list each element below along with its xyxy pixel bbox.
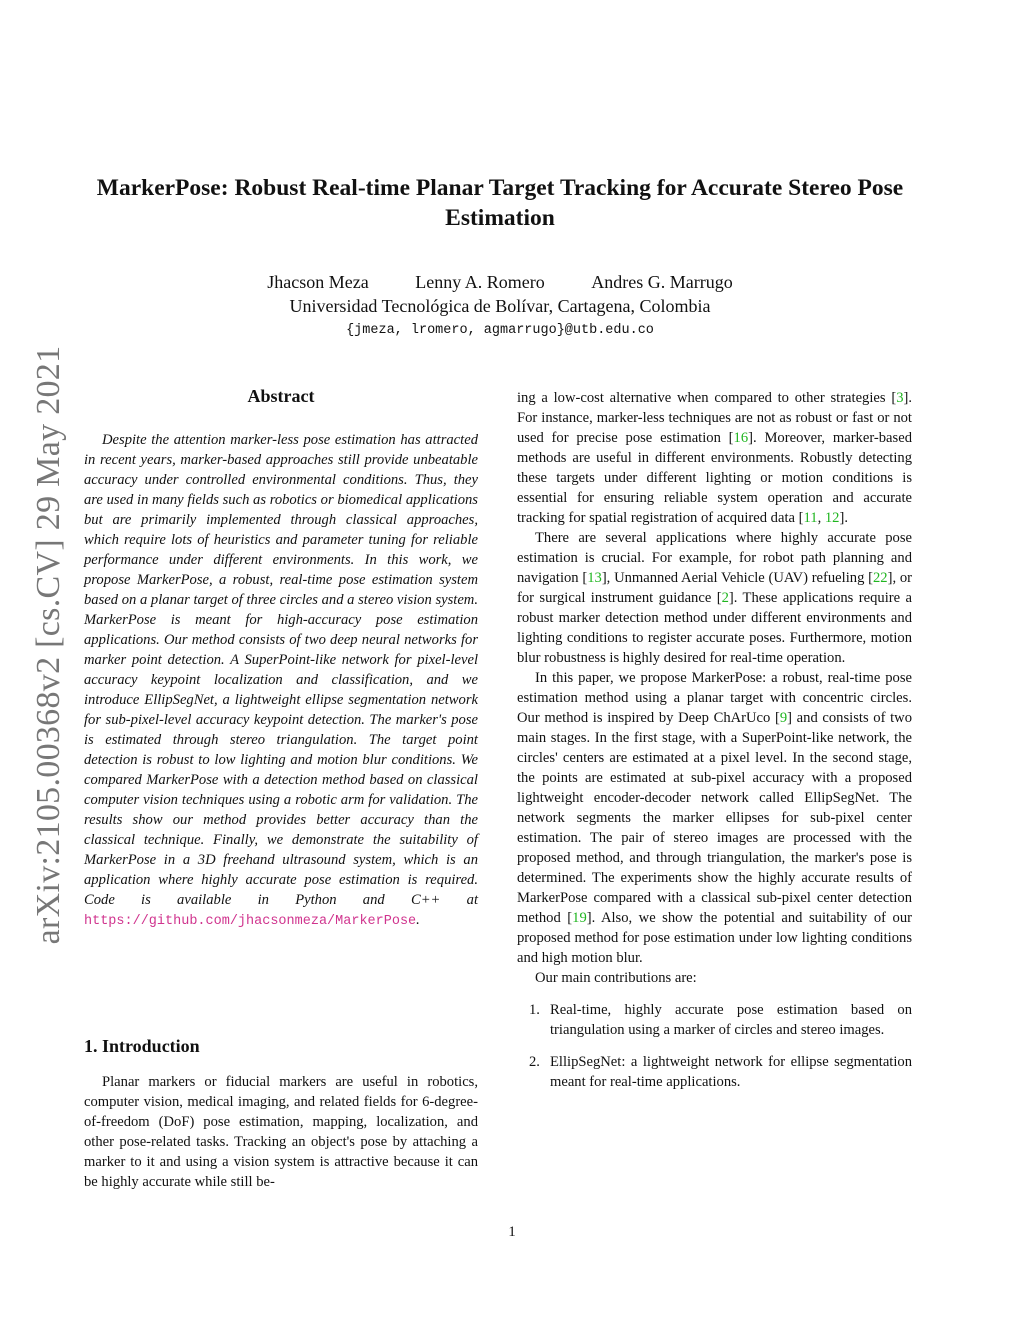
section-heading-introduction: 1. Introduction [84,1036,200,1056]
author-name: Jhacson Meza [267,272,369,292]
code-link[interactable]: https://github.com/jhacsonmeza/MarkerPose [84,914,417,929]
abstract-body [84,430,478,932]
list-item [517,1000,912,1040]
paragraph-text: ]. Moreover, marker-based methods are useful in different environments. Robustly detecting these targets under different lighting or motion conditions is essential for ensuring reliable system operation and accurate tracking for spatial registration of acquired data [ [517,430,912,526]
arxiv-identifier: arXiv:2105.00368v2 [cs.CV] 29 May 2021 [30,345,67,945]
intro-paragraph: Planar markers or fiducial markers are useful in robotics, computer vision, medical imaging, and related fields for 6-degree-of-freedom (DoF) pose estimation, mapping, localization, and other pose-related tasks. Tracking an object's pose by attaching a marker to it and using a vision system is attractive because it can be highly accurate while still be- [84,1074,478,1190]
intro-paragraph-proposal [517,668,912,968]
citation-link[interactable]: 16 [733,430,749,446]
paper-title: MarkerPose: Robust Real-time Planar Target Tracking for Accurate Stereo Pose Estimation [96,175,904,231]
author-email: {jmeza, lromero, agmarrugo}@utb.edu.co [346,323,654,338]
citation-link[interactable]: 9 [779,710,788,726]
paragraph-text: ]. These applications require a robust marker detection method under different environments and lighting conditions to register accurate poses. Furthermore, motion blur robustness is highly desired for real-time operation. [517,590,912,666]
list-item-number: 2. [529,1054,540,1070]
paragraph-text: In this paper, we propose MarkerPose: a robust, real-time pose estimation method using a planar target with concentric circles. Our method is inspired by Deep ChArUco [ [517,670,912,726]
paragraph-text: ] and consists of two main stages. In the first stage, with a SuperPoint-like network, the circles' centers are estimated at a pixel level. In the second stage, the points are estimated at sub-pixel accuracy with a proposed lightweight encoder-decoder network called EllipSegNet. The network segments the marker ellipses for sub-pixel center estimation. The pair of stereo images are processed with the proposed method, and through triangulation, the marker's pose is determined. The experiments show the highly accurate results of MarkerPose compared with a classical sub-pixel center detection method [ [517,710,913,926]
paragraph-text: ]. [839,510,848,526]
paragraph-text: ing a low-cost alternative when compared to other strategies [ [517,390,897,406]
citation-link[interactable]: 2 [721,590,729,606]
list-item-text: EllipSegNet: a lightweight network for ellipse segmentation meant for real-time applications. [550,1054,912,1090]
list-item [517,1052,912,1092]
paragraph-text: ], Unmanned Aerial Vehicle (UAV) refueling [ [601,570,873,586]
intro-paragraph-applications [517,528,912,668]
paragraph-text: ], or for surgical instrument guidance [ [517,570,912,606]
paragraph-text: ]. Also, we show the potential and suitability of our proposed method for pose estimation under low lighting conditions and high motion blur. [517,910,912,966]
list-item-number: 1. [529,1002,540,1018]
intro-paragraph-continued [517,388,912,528]
citation-link[interactable]: 3 [896,390,904,406]
list-item-text: Real-time, highly accurate pose estimation based on triangulation using a marker of circles and stereo images. [550,1002,912,1038]
citation-link[interactable]: 22 [872,570,888,586]
abstract-text: Despite the attention marker-less pose estimation has attracted in recent years, marker-based approaches still provide unbeatable accuracy under controlled environmental conditions. Thus, they are used in many fields such as robotics or biomedical applications but are primarily implemented through classical approaches, which require lots of heuristics and parameter tuning for reliable performance under different environments. In this work, we propose MarkerPose, a robust, real-time pose estimation system based on a planar target of three circles and a stereo vision system. MarkerPose is meant for high-accuracy pose estimation applications. Our method consists of two deep neural networks for marker point detection. A SuperPoint-like network for pixel-level accuracy keypoint localization and classification, and we introduce EllipSegNet, a lightweight ellipse segmentation network for sub-pixel-level accuracy keypoint detection. The marker's pose is estimated through stereo triangulation. The target point detection is robust to low lighting and motion blur conditions. We compared MarkerPose with a detection method based on classical computer vision techniques using a robotic arm for validation. The results show our method provides better accuracy than the classical technique. Finally, we demonstrate the suitability of MarkerPose in a 3D freehand ultrasound system, which is an application where highly accurate pose estimation is required. Code is available in Python and C++ at [84,432,478,908]
abstract-heading: Abstract [247,386,315,406]
citation-link[interactable]: 19 [572,910,587,926]
author-name: Lenny A. Romero [415,272,545,292]
page-number: 1 [508,1224,516,1240]
abstract-end: . [416,912,420,928]
contributions-list [517,1000,912,1092]
contributions-intro: Our main contributions are: [535,970,697,986]
citation-link[interactable]: 11 [803,510,818,526]
author-name: Andres G. Marrugo [591,272,733,292]
right-column [517,388,912,1104]
arxiv-identifier-sidebar [30,345,68,945]
paragraph-text: ]. For instance, marker-less techniques are not as robust or fast or not used for precise pose estimation [ [517,390,912,446]
affiliation: Universidad Tecnológica de Bolívar, Cartagena, Colombia [289,296,711,316]
paragraph-text: , [817,510,825,526]
citation-link[interactable]: 13 [587,570,602,586]
author-list [80,270,920,294]
paragraph-text: There are several applications where highly accurate pose estimation is crucial. For example, for robot path planning and navigation [ [517,530,912,586]
citation-link[interactable]: 12 [824,510,840,526]
